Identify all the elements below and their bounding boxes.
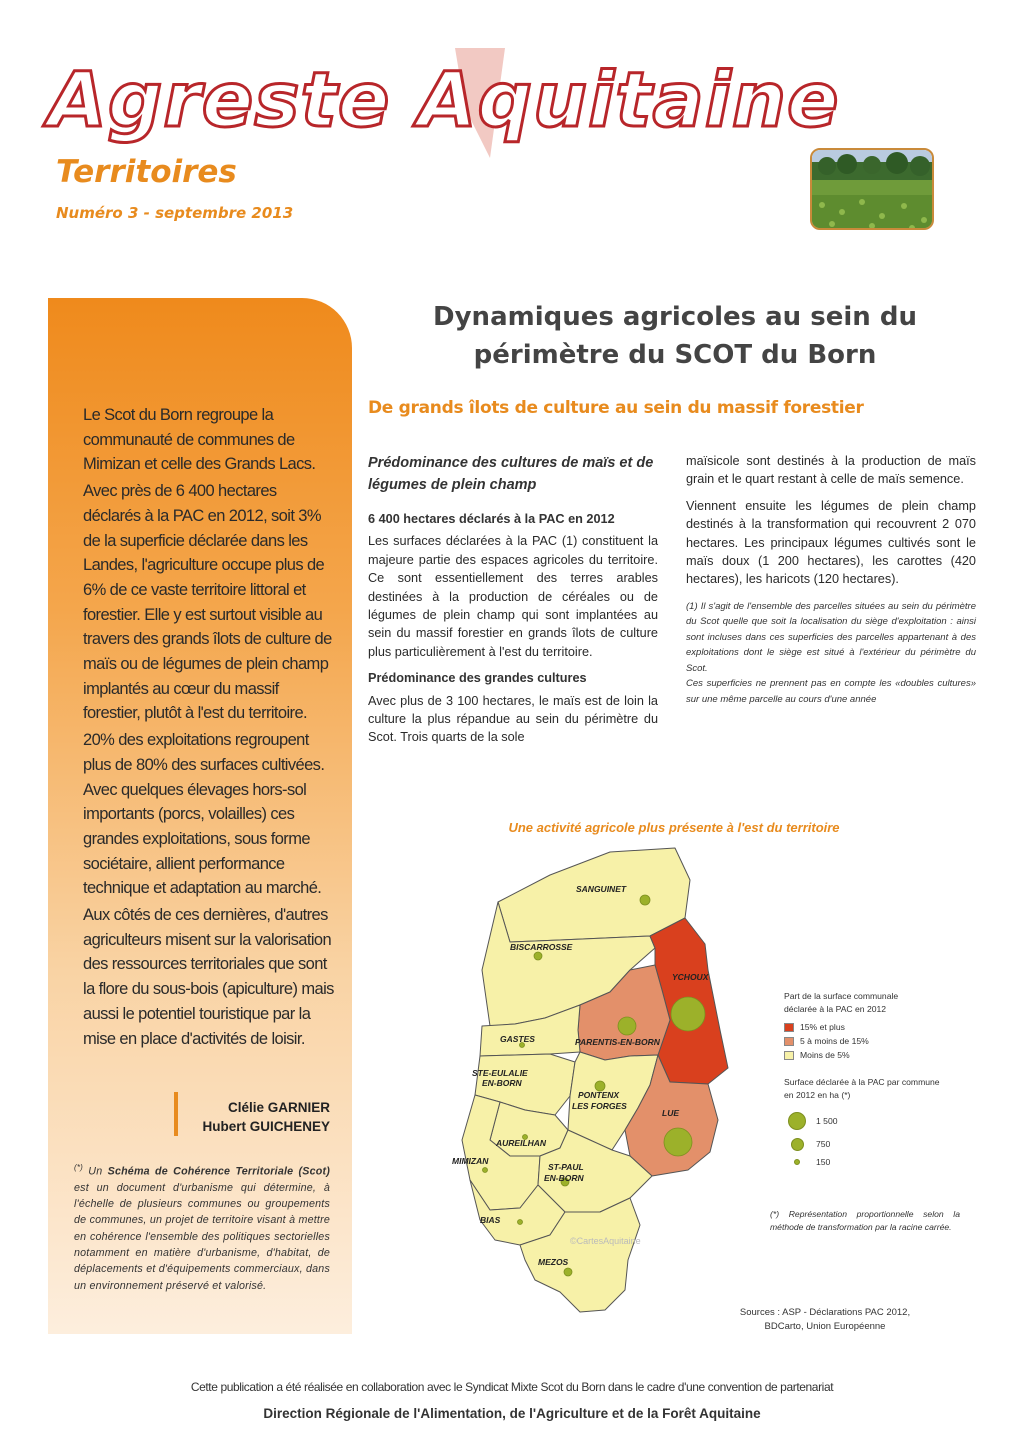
- legend-circle: [794, 1159, 800, 1165]
- series-title: Territoires: [56, 154, 237, 190]
- legend-swatch: [784, 1023, 794, 1032]
- commune-label: BISCARROSSE: [510, 942, 573, 952]
- surface-circle: [640, 895, 650, 905]
- subheading: 6 400 hectares déclarés à la PAC en 2012: [368, 512, 615, 526]
- commune-label: LUE: [662, 1108, 679, 1118]
- article-headline: Dynamiques agricoles au sein du périmètre du SCOT du Born: [433, 302, 917, 370]
- footer-collaboration: Cette publication a été réalisée en collaboration avec le Syndicat Mixte Scot du Born dans le cadre d'une convention de partenariat: [190, 1380, 834, 1394]
- intro-paragraph: Le Scot du Born regroupe la communauté de communes de Mimizan et celle des Grands Lacs.: [83, 406, 316, 474]
- article-column-2: [686, 452, 976, 707]
- legend-size-item: [784, 1108, 974, 1134]
- body-paragraph: maïsicole sont destinés à la production de maïs grain et le quart restant à celle de maïs semence.: [686, 454, 976, 487]
- body-paragraph: Viennent ensuite les légumes de plein champ destinés à la transformation qui recouvrent 2 070 hectares. Les principaux légumes cultivés sont le maïs doux (1 200 hectares), les carottes (420 hectares), les haricots (120 hectares).: [686, 498, 976, 587]
- note-text: est un document d'urbanisme qui détermine, à l'échelle de plusieurs communes ou groupements de communes, un projet de territoire visant à mettre en cohérence l'ensemble des politiques sectorielles notamment en matière d'urbanisme, d'habitat, de déplacements et d'équipements commerciaux, dans un environnement préservé et valorisé.: [74, 1181, 330, 1292]
- legend-circle: [788, 1112, 806, 1130]
- map-sources: [700, 1306, 950, 1334]
- legend-swatch: [784, 1051, 794, 1060]
- commune-label: ST-PAUL: [548, 1162, 584, 1172]
- surface-circle: [664, 1128, 692, 1156]
- body-paragraph: Les surfaces déclarées à la PAC (1) constituent la majeure partie des espaces agricoles du territoire. Ce sont essentiellement des terres arables destinées à la production de céréales ou de légumes de plein champ qui sont implantées au sein du massif forestier en grands îlots de culture plus particulièrement à l'est du territoire.: [368, 534, 658, 659]
- surface-circle: [534, 952, 542, 960]
- section-title: Prédominance des cultures de maïs et de légumes de plein champ: [368, 455, 654, 493]
- surface-circle: [618, 1017, 636, 1035]
- scot-definition-note: [74, 1160, 330, 1294]
- surface-circle: [483, 1168, 488, 1173]
- sources-line: BDCarto, Union Européenne: [764, 1321, 886, 1332]
- legend-size-item: [784, 1134, 974, 1154]
- commune-label: AUREILHAN: [496, 1138, 547, 1148]
- masthead-title: Agreste Aquitaine: [48, 55, 840, 144]
- map-note: (*) Représentation proportionnelle selon la méthode de transformation par la racine carrée.: [770, 1209, 960, 1232]
- commune-label: MEZOS: [538, 1257, 569, 1267]
- sources-line: Sources : ASP - Déclarations PAC 2012,: [739, 1307, 911, 1318]
- note-term: Schéma de Cohérence Territoriale (Scot): [107, 1165, 331, 1178]
- legend-size-label: 750: [816, 1138, 831, 1149]
- commune-label: LES FORGES: [572, 1101, 627, 1111]
- commune-label: PONTENX: [578, 1090, 620, 1100]
- commune-label: SANGUINET: [576, 884, 627, 894]
- commune-label: GASTES: [500, 1034, 535, 1044]
- intro-paragraph: Aux côtés de ces dernières, d'autres agriculteurs misent sur la valorisation des ressources territoriales que sont la flore du sous-bois (apiculture) mais aussi le potentiel touristique par la mise en place d'activités de loisir.: [83, 906, 334, 1048]
- legend-label: Moins de 5%: [800, 1049, 850, 1060]
- legend-size-label: 1 500: [816, 1115, 838, 1126]
- surface-circle: [564, 1268, 572, 1276]
- legend-item: [784, 1020, 974, 1034]
- authors-accent-bar: [174, 1092, 178, 1136]
- legend-size-title: Surface déclarée à la PAC par commune en 2012 en ha (*): [784, 1077, 940, 1100]
- footnote-1: (1) Il s'agit de l'ensemble des parcelles situées au sein du périmètre du Scot quelle que soit la localisation du siège d'exploitation : ainsi sont incluses dans ces superficies des parcelles appartenant à des exploitations dont le siège est situé à l'extérieur du périmètre du Scot.: [686, 600, 976, 674]
- intro-text: [83, 403, 337, 1053]
- legend-label: 5 à moins de 15%: [800, 1035, 869, 1046]
- map-watermark: ©CartesAquitaine: [570, 1236, 641, 1246]
- map-title: Une activité agricole plus présente à l'est du territoire: [508, 820, 840, 835]
- legend-size-item: [784, 1154, 974, 1170]
- footer-organization: Direction Régionale de l'Alimentation, de l'Agriculture et de la Forêt Aquitaine: [263, 1406, 761, 1421]
- legend-circle: [791, 1138, 804, 1151]
- commune-map: [440, 840, 780, 1340]
- legend-swatch: [784, 1037, 794, 1046]
- surface-circle: [671, 997, 705, 1031]
- commune-label: STE-EULALIE: [472, 1068, 528, 1078]
- legend-item: [784, 1048, 974, 1062]
- commune-label: EN-BORN: [482, 1078, 522, 1088]
- legend-label: 15% et plus: [800, 1021, 845, 1032]
- commune-label: EN-BORN: [544, 1173, 584, 1183]
- issue-number: Numéro 3 - septembre 2013: [56, 204, 294, 222]
- note-prefix: Un: [83, 1165, 108, 1178]
- commune-label: PARENTIS-EN-BORN: [575, 1037, 660, 1047]
- authors: [182, 1098, 330, 1136]
- legend-size-label: 150: [816, 1156, 831, 1167]
- surface-circle: [518, 1220, 523, 1225]
- note-marker: (*): [74, 1163, 84, 1172]
- commune-label: BIAS: [480, 1215, 501, 1225]
- body-paragraph: Avec plus de 3 100 hectares, le maïs est de loin la culture la plus répandue au sein du périmètre du Scot. Trois quarts de la sole: [368, 693, 658, 745]
- author-name: Hubert GUICHENEY: [202, 1119, 330, 1134]
- author-name: Clélie GARNIER: [227, 1100, 330, 1115]
- legend-item: [784, 1034, 974, 1048]
- commune-sanguinet: [498, 848, 690, 942]
- legend-title: Part de la surface communale déclarée à la PAC en 2012: [784, 991, 899, 1014]
- article-subtitle: De grands îlots de culture au sein du massif forestier: [368, 398, 864, 418]
- subheading: Prédominance des grandes cultures: [368, 671, 587, 686]
- intro-paragraph: 20% des exploitations regroupent plus de 80% des surfaces cultivées. Avec quelques élevages hors-sol importants (porcs, volailles) ces grandes exploitations, sous forme sociétaire, allient performance technique et adaptation au marché.: [83, 731, 325, 898]
- footnote: [686, 599, 976, 708]
- commune-label: MIMIZAN: [452, 1156, 489, 1166]
- intro-paragraph: Avec près de 6 400 hectares déclarés à la PAC en 2012, soit 3% de la superficie déclarée dans les Landes, l'agriculture occupe plus de 6% de ce vaste territoire littoral et forestier. Elle y est surtout visible au travers des grands îlots de culture de maïs ou de légumes de plein champ implantés au cœur du massif forestier, plutôt à l'est du territoire.: [83, 482, 332, 723]
- commune-label: YCHOUX: [672, 972, 709, 982]
- footnote-2: Ces superficies ne prennent pas en compte les «doubles cultures» sur une même parcelle au cours d'une année: [686, 678, 976, 705]
- map-legend: [784, 990, 974, 1170]
- field-photo: [810, 148, 934, 230]
- article-column-1: [368, 452, 658, 755]
